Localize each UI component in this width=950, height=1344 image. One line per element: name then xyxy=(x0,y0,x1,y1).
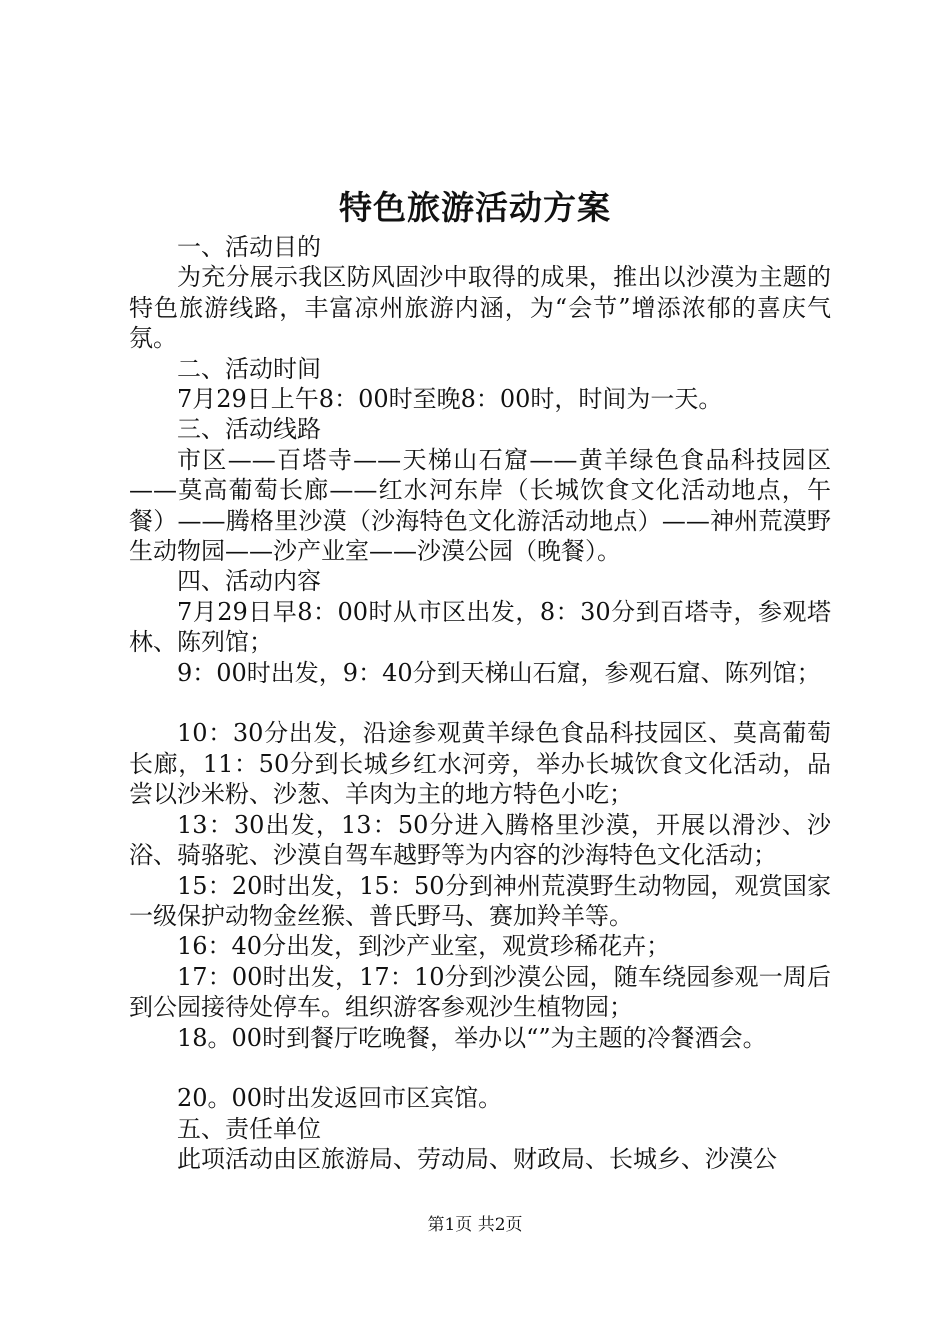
section-heading-route: 三、活动线路 xyxy=(177,415,321,444)
document-title: 特色旅游活动方案 xyxy=(339,188,611,227)
paragraph-time: 7月29日上午8：00时至晚8：00时，时间为一天。 xyxy=(177,385,723,414)
paragraph-schedule-0800: 7月29日早8：00时从市区出发，8：30分到百塔寺，参观塔林、陈列馆； xyxy=(129,597,831,657)
paragraph-schedule-0900: 9：00时出发，9：40分到天梯山石窟，参观石窟、陈列馆； xyxy=(177,658,821,687)
paragraph-schedule-2000: 20。00时出发返回市区宾馆。 xyxy=(177,1084,503,1113)
document-body xyxy=(129,232,831,1175)
paragraph-schedule-1030: 10：30分出发，沿途参观黄羊绿色食品科技园区、莫高葡萄长廊，11：50分到长城乡红水河旁，举办长城饮食文化活动，品尝以沙米粉、沙葱、羊肉为主的地方特色小吃； xyxy=(129,719,831,809)
blank-line xyxy=(129,688,831,718)
paragraph-responsibility: 此项活动由区旅游局、劳动局、财政局、长城乡、沙漠公 xyxy=(177,1145,777,1174)
paragraph-schedule-1520: 15：20时出发，15：50分到神州荒漠野生动物园，观赏国家一级保护动物金丝猴、普氏野马、赛加羚羊等。 xyxy=(129,871,831,930)
section-heading-purpose: 一、活动目的 xyxy=(177,233,321,261)
paragraph-schedule-1700: 17：00时出发，17：10分到沙漠公园，随车绕园参观一周后到公园接待处停车。组织游客参观沙生植物园； xyxy=(129,962,831,1022)
section-heading-time: 二、活动时间 xyxy=(177,354,321,383)
paragraph-purpose: 为充分展示我区防风固沙中取得的成果，推出以沙漠为主题的特色旅游线路，丰富凉州旅游内涵，为“会节”增添浓郁的喜庆气氛。 xyxy=(129,263,831,353)
blank-line xyxy=(129,1053,831,1083)
page-footer: 第1页 共2页 xyxy=(427,1215,523,1235)
section-heading-responsibility: 五、责任单位 xyxy=(177,1114,321,1143)
paragraph-schedule-1330: 13：30出发，13：50分进入腾格里沙漠，开展以滑沙、沙浴、骑骆驼、沙漠自驾车越野等为内容的沙海特色文化活动； xyxy=(129,810,831,870)
paragraph-schedule-1800: 18。00时到餐厅吃晚餐，举办以“”为主题的冷餐酒会。 xyxy=(177,1023,767,1052)
paragraph-route: 市区——百塔寺——天梯山石窟——黄羊绿色食品科技园区——莫高葡萄长廊——红水河东岸（长城饮食文化活动地点，午餐）——腾格里沙漠（沙海特色文化游活动地点）——神州荒漠野生动物园——沙产业室——沙漠公园（晚餐）。 xyxy=(129,445,831,566)
section-heading-content: 四、活动内容 xyxy=(177,567,321,596)
paragraph-schedule-1640: 16：40分出发，到沙产业室，观赏珍稀花卉； xyxy=(177,932,671,961)
